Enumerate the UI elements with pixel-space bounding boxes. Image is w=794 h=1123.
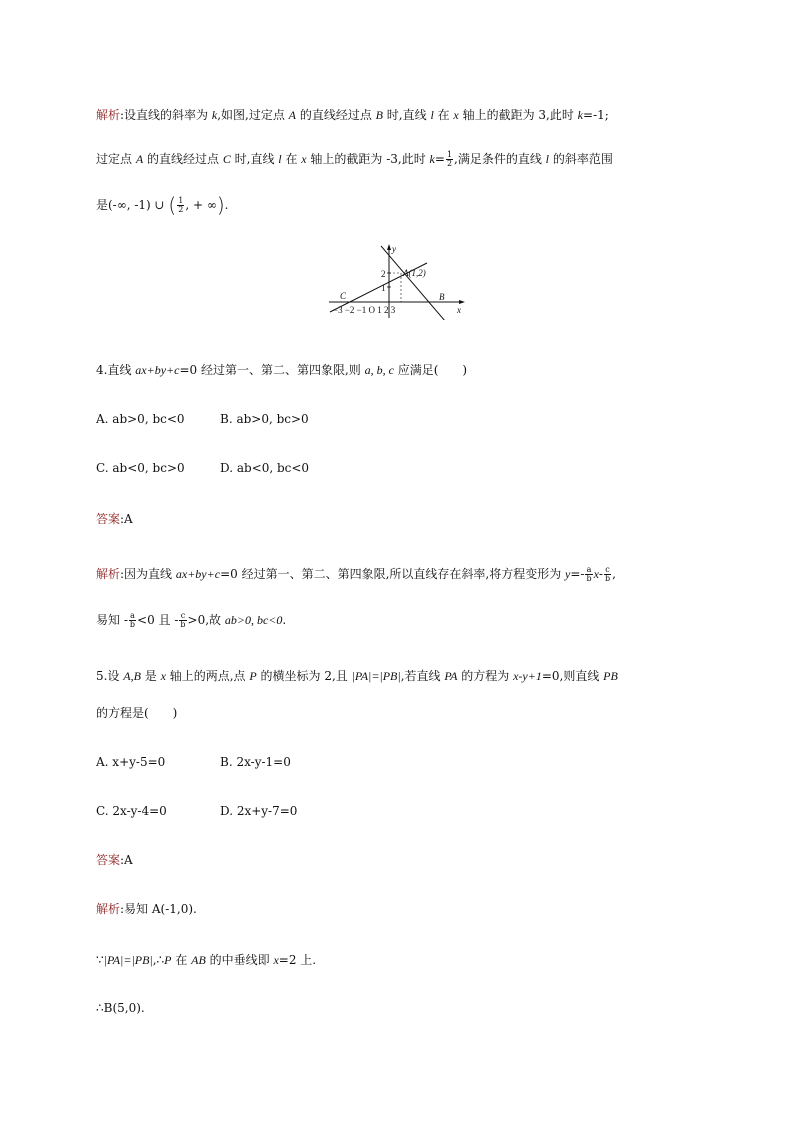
analysis5-line2: ∵|PA|=|PB|,∴P 在 AB 的中垂线即 x=2 上. (96, 953, 317, 967)
point-B-label: B (439, 292, 445, 302)
coordinate-graph (325, 240, 470, 320)
fraction: $\frac{a}{b}$ (129, 611, 136, 629)
analysis-label: 解析 (96, 108, 121, 122)
x-tick-labels: −3 −2 −1 O 1 2 3 (333, 305, 396, 315)
fraction: $\frac{a}{b}$ (586, 565, 592, 583)
question-5-line1: 5.设 A,B 是 x 轴上的两点,点 P 的横坐标为 2,且 |PA|=|PB|,若直线 PA 的方程为 x-y+1=0,则直线 PB (96, 669, 618, 683)
q4-option-d[interactable]: D. ab<0, bc<0 (220, 461, 310, 475)
analysis1-line1: 解析:设直线的斜率为 k,如图,过定点 A 的直线经过点 B 时,直线 l 在 x 轴上的截距为 3,此时 k=-1; (96, 108, 609, 122)
answer-4: 答案:A (96, 512, 133, 526)
analysis-label: 解析 (96, 902, 121, 916)
x-axis-label: x (457, 305, 461, 315)
analysis-label: 解析 (96, 567, 121, 581)
fraction: $\frac{c}{b}$ (604, 565, 611, 583)
point-C-label: C (340, 291, 347, 301)
y-axis-arrow (387, 244, 391, 250)
x-axis-arrow (459, 300, 465, 304)
q4-option-c[interactable]: C. ab<0, bc>0 (96, 461, 185, 475)
tick-label-1: 1 (381, 283, 386, 293)
question-5-line2: 的方程是( ) (96, 706, 178, 720)
answer-label: 答案 (96, 512, 121, 526)
analysis5-line3: ∴B(5,0). (96, 1001, 145, 1015)
fraction: $\frac{c}{b}$ (180, 611, 186, 629)
answer-label: 答案 (96, 853, 121, 867)
q5-option-a[interactable]: A. x+y-5=0 (96, 755, 166, 769)
analysis5-line1: 解析:易知 A(-1,0). (96, 902, 197, 916)
analysis4-line1: 解析:因为直线 ax+by+c=0 经过第一、第二、第四象限,所以直线存在斜率,将方程变形为 y=- $\frac{a}{b}$ x- $\frac{c}{b}$ , (96, 565, 616, 583)
fraction: $\frac{1}{2}$ (446, 150, 453, 168)
q4-option-a[interactable]: A. ab>0, bc<0 (96, 412, 185, 426)
analysis1-line2: 过定点 A 的直线经过点 C 时,直线 l 在 x 轴上的截距为 -3,此时 k= $\frac{1}{2}$ ,满足条件的直线 l 的斜率范围 (96, 150, 613, 168)
q5-option-b[interactable]: B. 2x-y-1=0 (220, 755, 291, 769)
q4-option-b[interactable]: B. ab>0, bc>0 (220, 412, 309, 426)
q5-option-d[interactable]: D. 2x+y-7=0 (220, 804, 298, 818)
fraction: $\frac{1}{2}$ (178, 196, 184, 214)
tick-label-2: 2 (381, 269, 386, 279)
question-4: 4.直线 ax+by+c=0 经过第一、第二、第四象限,则 a, b, c 应满足( ) (96, 363, 468, 377)
point-A-label: A(1,2) (403, 268, 426, 278)
q5-option-c[interactable]: C. 2x-y-4=0 (96, 804, 167, 818)
y-axis-label: y (392, 244, 396, 254)
answer-5: 答案:A (96, 853, 133, 867)
analysis4-line2: 易知 - $\frac{a}{b}$ <0 且 - $\frac{c}{b}$ >0,故 ab>0, bc<0. (96, 611, 287, 629)
analysis1-line3: 是(-∞, -1) ∪ ( $\frac{1}{2}$ , + ∞). (96, 193, 229, 217)
